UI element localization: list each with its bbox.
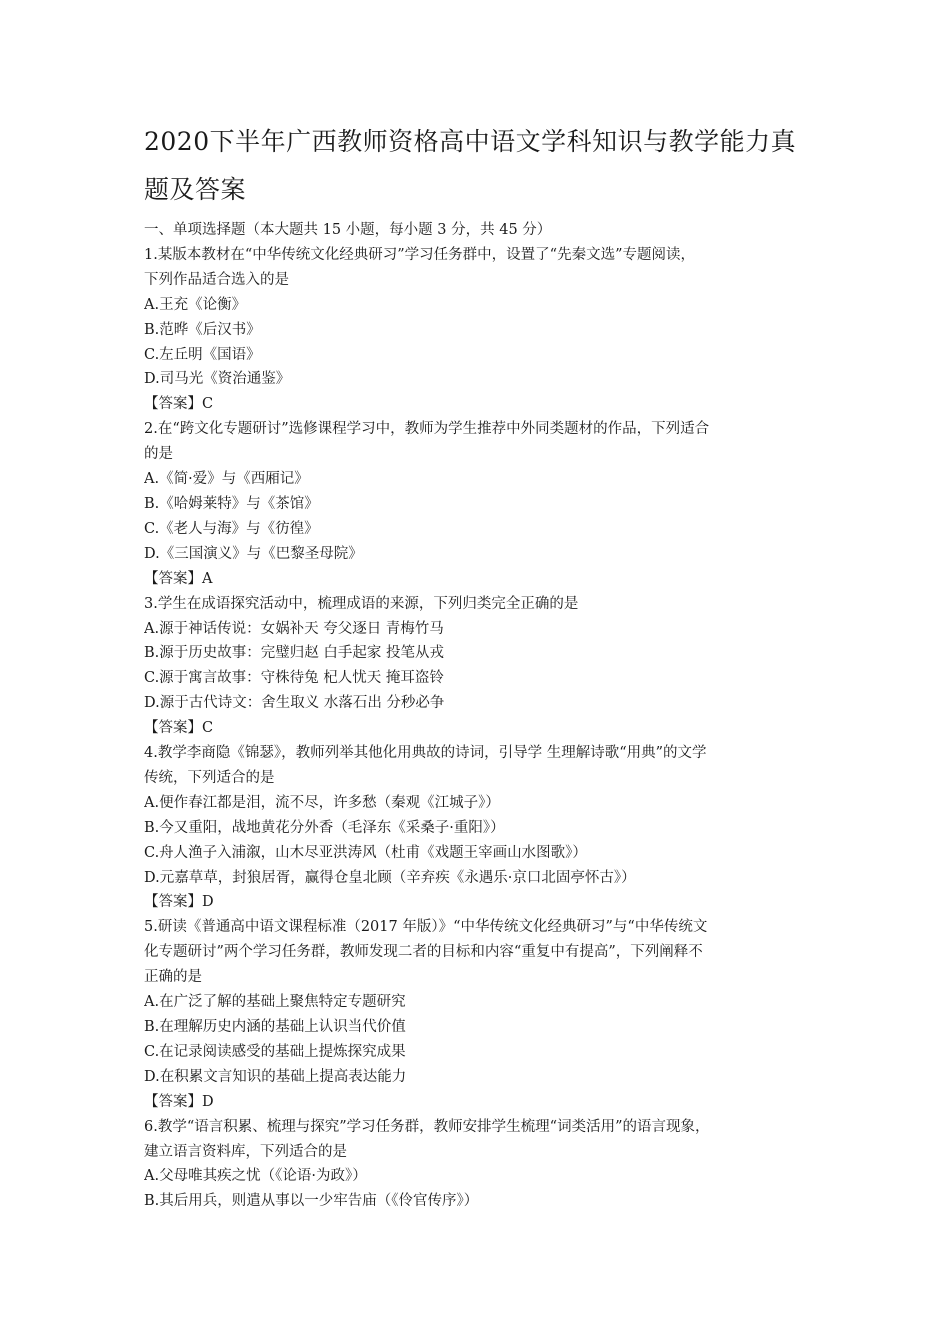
document-page bbox=[144, 118, 816, 1214]
question-block bbox=[144, 592, 816, 741]
answer-key: 【答案】D bbox=[144, 894, 214, 911]
question-block bbox=[144, 243, 816, 417]
answer-option: C.左丘明《国语》 bbox=[144, 346, 261, 363]
answer-key: 【答案】C bbox=[144, 720, 214, 737]
answer-option: D.司马光《资治通鉴》 bbox=[144, 371, 291, 388]
title-line-2: 题及答案 bbox=[144, 175, 247, 204]
answer-option: A.在广泛了解的基础上聚焦特定专题研究 bbox=[144, 994, 406, 1011]
answer-option: B.源于历史故事：完璧归赵 白手起家 投笔从戎 bbox=[144, 645, 444, 662]
answer-key: 【答案】A bbox=[144, 570, 213, 587]
question-stem-line: 化专题研讨”两个学习任务群，教师发现二者的目标和内容“重复中有提高”，下列阐释不 bbox=[144, 944, 703, 961]
answer-option: B.在理解历史内涵的基础上认识当代价值 bbox=[144, 1019, 406, 1035]
answer-option: C.在记录阅读感受的基础上提炼探究成果 bbox=[144, 1043, 406, 1060]
question-list bbox=[144, 243, 816, 1214]
question-stem-line: 6.教学“语言积累、梳理与探究”学习任务群，教师安排学生梳理“词类活用”的语言现象， bbox=[144, 1118, 710, 1135]
question-stem-line: 传统，下列适合的是 bbox=[144, 769, 275, 786]
question-stem-line: 4.教学李商隐《锦瑟》，教师列举其他化用典故的诗词，引导学 生理解诗歌“用典”的文学 bbox=[144, 745, 707, 762]
answer-option: A.父母唯其疾之忧（《论语·为政》） bbox=[144, 1168, 367, 1185]
answer-key: 【答案】D bbox=[144, 1093, 214, 1110]
answer-option: A.便作春江都是泪，流不尽，许多愁（秦观《江城子》） bbox=[144, 794, 500, 811]
question-block bbox=[144, 915, 816, 1114]
question-stem-line: 正确的是 bbox=[144, 969, 202, 986]
section-header: 一、单项选择题（本大题共 15 小题，每小题 3 分，共 45 分） bbox=[144, 222, 552, 238]
answer-option: D.源于古代诗文：舍生取义 水落石出 分秒必争 bbox=[144, 695, 445, 712]
answer-option: D.《三国演义》与《巴黎圣母院》 bbox=[144, 545, 363, 562]
question-stem-line: 2.在“跨文化专题研讨”选修课程学习中，教师为学生推荐中外同类题材的作品，下列适合 bbox=[144, 421, 710, 438]
answer-option: D.在积累文言知识的基础上提高表达能力 bbox=[144, 1068, 407, 1085]
question-stem-line: 的是 bbox=[144, 446, 173, 463]
document-title bbox=[144, 118, 816, 214]
answer-option: A.王充《论衡》 bbox=[144, 296, 247, 313]
answer-option: B.今又重阳，战地黄花分外香（毛泽东《采桑子·重阳》） bbox=[144, 819, 505, 836]
title-line-1: 2020下半年广西教师资格高中语文学科知识与教学能力真 bbox=[144, 127, 797, 156]
answer-option: C.源于寓言故事：守株待兔 杞人忧天 掩耳盗铃 bbox=[144, 670, 444, 687]
answer-option: A.源于神话传说：女娲补天 夸父逐日 青梅竹马 bbox=[144, 620, 444, 637]
question-stem-line: 1.某版本教材在“中华传统文化经典研习”学习任务群中，设置了“先秦文选”专题阅读， bbox=[144, 246, 695, 263]
answer-key: 【答案】C bbox=[144, 396, 214, 413]
question-stem-line: 建立语言资料库，下列适合的是 bbox=[144, 1143, 347, 1160]
question-stem-line: 3.学生在成语探究活动中，梳理成语的来源，下列归类完全正确的是 bbox=[144, 595, 579, 612]
answer-option: C.《老人与海》与《彷徨》 bbox=[144, 520, 319, 537]
question-stem-line: 下列作品适合选入的是 bbox=[144, 271, 289, 288]
answer-option: C.舟人渔子入浦溆，山木尽亚洪涛风（杜甫《戏题王宰画山水图歌》） bbox=[144, 844, 587, 861]
answer-option: B.范晔《后汉书》 bbox=[144, 321, 261, 338]
question-block bbox=[144, 741, 816, 915]
answer-option: A.《简·爱》与《西厢记》 bbox=[144, 471, 309, 488]
question-block bbox=[144, 1115, 816, 1215]
answer-option: B.《哈姆莱特》与《茶馆》 bbox=[144, 495, 319, 512]
question-block bbox=[144, 417, 816, 591]
answer-option: D.元嘉草草，封狼居胥，赢得仓皇北顾（辛弃疾《永遇乐·京口北固亭怀古》） bbox=[144, 869, 636, 886]
answer-option: B.其后用兵，则遣从事以一少牢告庙（《伶官传序》） bbox=[144, 1193, 479, 1210]
question-stem-line: 5.研读《普通高中语文课程标准（2017 年版）》“中华传统文化经典研习”与“中华传统文 bbox=[144, 919, 708, 936]
